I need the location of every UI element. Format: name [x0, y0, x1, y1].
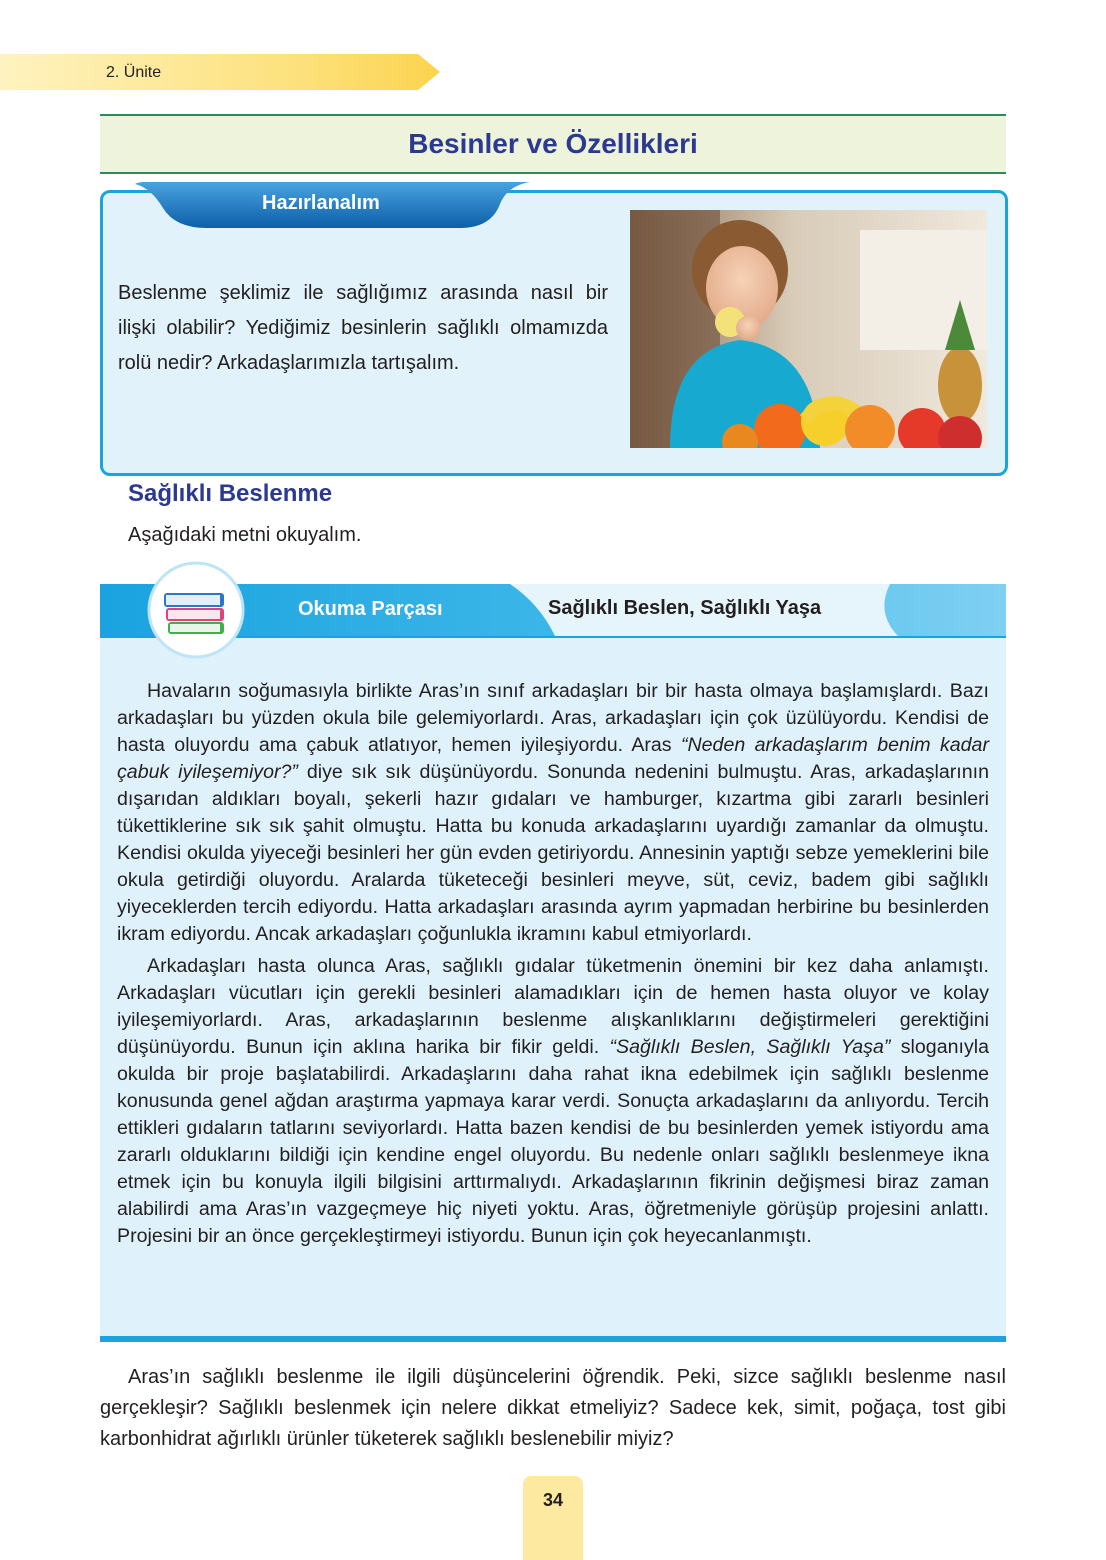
closing-text: Aras’ın sağlıklı beslenme ile ilgili düşüncelerini öğrendik. Peki, sizce sağlıklı beslenme nasıl gerçekleşir? Sağlıklı beslenmek için nelere dikkat etmeliyiz? Sadece kek, simit, poğaça, tost gibi karbonhidrat ağırlıklı ürünler tüketerek sağlıklı beslenebilir miyiz? [100, 1366, 1006, 1450]
story-text: Havaların soğumasıyla birlikte Aras’ın sınıf arkadaşları bir bir hasta olmaya başlamışlardı. Bazı arkadaşları bu yüzden okula bile gelemiyorlardı. Aras, arkadaşları için çok üzülüyordu. Kendisi de hasta oluyordu ama çabuk atlatıyor, hemen iyileşiyordu. Aras [117, 680, 989, 756]
closing-paragraph [100, 1362, 1006, 1455]
page-title: Besinler ve Özellikleri [408, 128, 698, 159]
story-text: sloganıyla okulda bir proje başlatabilirdi. Arkadaşlarını daha rahat ikna edebilmek için sağlıklı beslenme konusunda genel ağdan araştırma yapmaya karar verdi. Sonuçta arkadaşlarını da anlıyordu. Tercih ettikleri gıdaların tatlarını seviyorlardı. Hatta bazen kendisi de bu besinlerden yemek istiyordu ama zararlı olduklarını bildiği için kendine engel oluyordu. Bu nedenle onları sağlıklı beslenmeye ikna etmek için bu konuyla ilgili bilgisini arttırmalıydı. Arkadaşlarının fikrinin değişmesi biraz zaman alabilirdi ama Aras’ın vazgeçmeye hiç niyeti yoktu. Aras, öğretmeniyle görüşüp projesini anlattı. Projesini bir an önce gerçekleştirmeyi istiyordu. Bunun için çok heyecanlanmıştı. [117, 1036, 989, 1247]
story-text: diye sık sık düşünüyordu. Sonunda nedenini bulmuştu. Aras, arkadaşlarının dışarıdan aldıkları boyalı, şekerli hazır gıdaları ve hamburger, kızartma gibi zararlı besinleri tükettiklerine sık sık şahit olmuştu. Hatta bu konuda arkadaşlarını uyardığı zamanlar da olmuştu. Kendisi okulda yiyeceği besinleri her gün evden getiriyordu. Annesinin yaptığı sebze yemeklerini bile okula getirdiği oluyordu. Aralarda tüketeceği besinleri meyve, süt, ceviz, badem gibi sağlıklı yiyeceklerden tercih ediyordu. Hatta arkadaşları arasında ayrım yapmadan herbirine bu besinlerden ikram ediyordu. Ancak arkadaşları çoğunlukla ikramını kabul etmiyorlardı. [117, 761, 989, 945]
story-paragraph-2 [117, 953, 989, 1250]
preparation-question: Beslenme şeklimiz ile sağlığımız arasında nasıl bir ilişki olabilir? Yediğimiz besinlerin sağlıklı olmamızda rolü nedir? Arkadaşlarımızla tartışalım. [118, 282, 608, 374]
page-number: 34 [542, 1490, 564, 1510]
preparation-tab-label: Hazırlanalım [262, 192, 380, 214]
story-quote: “Neden arkadaşlarım benim kadar çabuk iyileşemiyor?” [117, 734, 989, 783]
title-bar [100, 114, 1006, 174]
reading-story [117, 678, 989, 1250]
story-text: Arkadaşları hasta olunca Aras, sağlıklı gıdalar tüketmenin önemini bir kez daha anlamıştı. Arkadaşları vücutları için gerekli besinleri alamadıkları için de hemen hasta oluyor ve kolay iyileşemiyorlardı. Aras, arkadaşlarının beslenme alışkanlıklarını değiştirmeleri gerektiğini düşünüyordu. Bunun için aklına harika bir fikir geldi. [117, 955, 989, 1058]
reading-label: Okuma Parçası [298, 598, 443, 620]
books-icon [146, 560, 246, 660]
story-paragraph-1 [117, 678, 989, 948]
unit-label: 2. Ünite [106, 64, 162, 81]
reading-box-bottom-border [100, 1336, 1006, 1342]
unit-banner [0, 54, 440, 90]
page-number-tab [523, 1476, 583, 1560]
section-intro: Aşağıdaki metni okuyalım. [128, 524, 362, 546]
section-heading: Sağlıklı Beslenme [128, 480, 333, 507]
photo-girl-eating-fruit [630, 210, 987, 448]
story-quote: “Sağlıklı Beslen, Sağlıklı Yaşa” [609, 1036, 891, 1058]
reading-title: Sağlıklı Beslen, Sağlıklı Yaşa [548, 597, 822, 619]
